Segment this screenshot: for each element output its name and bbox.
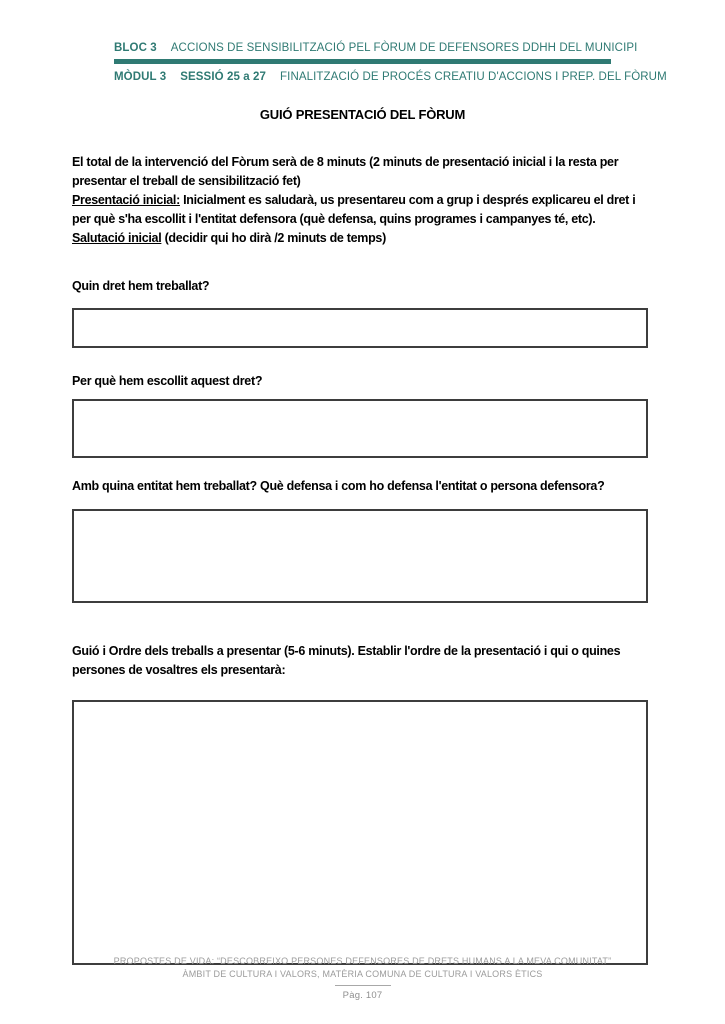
modul-title: FINALITZACIÓ DE PROCÉS CREATIU D'ACCIONS I PREP. DEL FÒRUM	[280, 70, 667, 83]
answer-box-1[interactable]	[72, 308, 648, 348]
header-row-modul	[114, 67, 667, 86]
question-3-label: Amb quina entitat hem treballat? Què defensa i com ho defensa l'entitat o persona defensora?	[72, 479, 605, 493]
presentacio-inicial-rest: Inicialment es saludarà, us presentareu com a grup i després explicareu el dret i per què s'ha escollit i l'entitat defensora (què defensa, quins programes i campanyes té, etc).	[72, 193, 636, 226]
bloc-title: ACCIONS DE SENSIBILITZACIÓ PEL FÒRUM DE DEFENSORES DDHH DEL MUNICIPI	[170, 41, 638, 54]
page-number: Pàg. 107	[342, 990, 383, 1001]
footer-line-2: ÀMBIT DE CULTURA I VALORS, MATÈRIA COMUNA DE CULTURA I VALORS ÈTICS	[182, 969, 543, 979]
answer-box-4[interactable]	[72, 700, 648, 965]
intro-paragraph-1: El total de la intervenció del Fòrum serà de 8 minuts (2 minuts de presentació inicial i la resta per presentar el treball de sensibilització fet)	[72, 155, 619, 188]
page-footer	[0, 955, 725, 1002]
intro-paragraph-3	[72, 229, 652, 248]
question-1-label: Quin dret hem treballat?	[72, 279, 210, 293]
footer-line-1: PROPOSTES DE VIDA: “DESCOBREIXO PERSONES DEFENSORES DE DRETS HUMANS A LA MEVA COMUNITAT”	[113, 956, 612, 966]
bloc-label: BLOC 3	[114, 41, 157, 54]
intro-paragraph-2	[72, 191, 652, 229]
intro-text	[72, 153, 652, 248]
sessio-label: SESSIÓ 25 a 27	[180, 70, 267, 83]
answer-box-2[interactable]	[72, 399, 648, 458]
header-row-bloc	[114, 38, 638, 57]
question-2-label: Per què hem escollit aquest dret?	[72, 374, 263, 388]
answer-box-3[interactable]	[72, 509, 648, 603]
salutacio-inicial-lead: Salutació inicial	[72, 231, 162, 245]
header-divider-bar	[114, 59, 611, 64]
document-header	[114, 38, 667, 86]
question-4-label: Guió i Ordre dels treballs a presentar (5-6 minuts). Establir l'ordre de la presentació i qui o quines persones de vosaltres els presentarà:	[72, 644, 621, 677]
footer-divider	[335, 985, 391, 986]
modul-label: MÒDUL 3	[114, 70, 167, 83]
presentacio-inicial-lead: Presentació inicial:	[72, 193, 180, 207]
page-title: GUIÓ PRESENTACIÓ DEL FÒRUM	[259, 107, 466, 122]
salutacio-inicial-rest: (decidir qui ho dirà /2 minuts de temps)	[161, 231, 386, 245]
